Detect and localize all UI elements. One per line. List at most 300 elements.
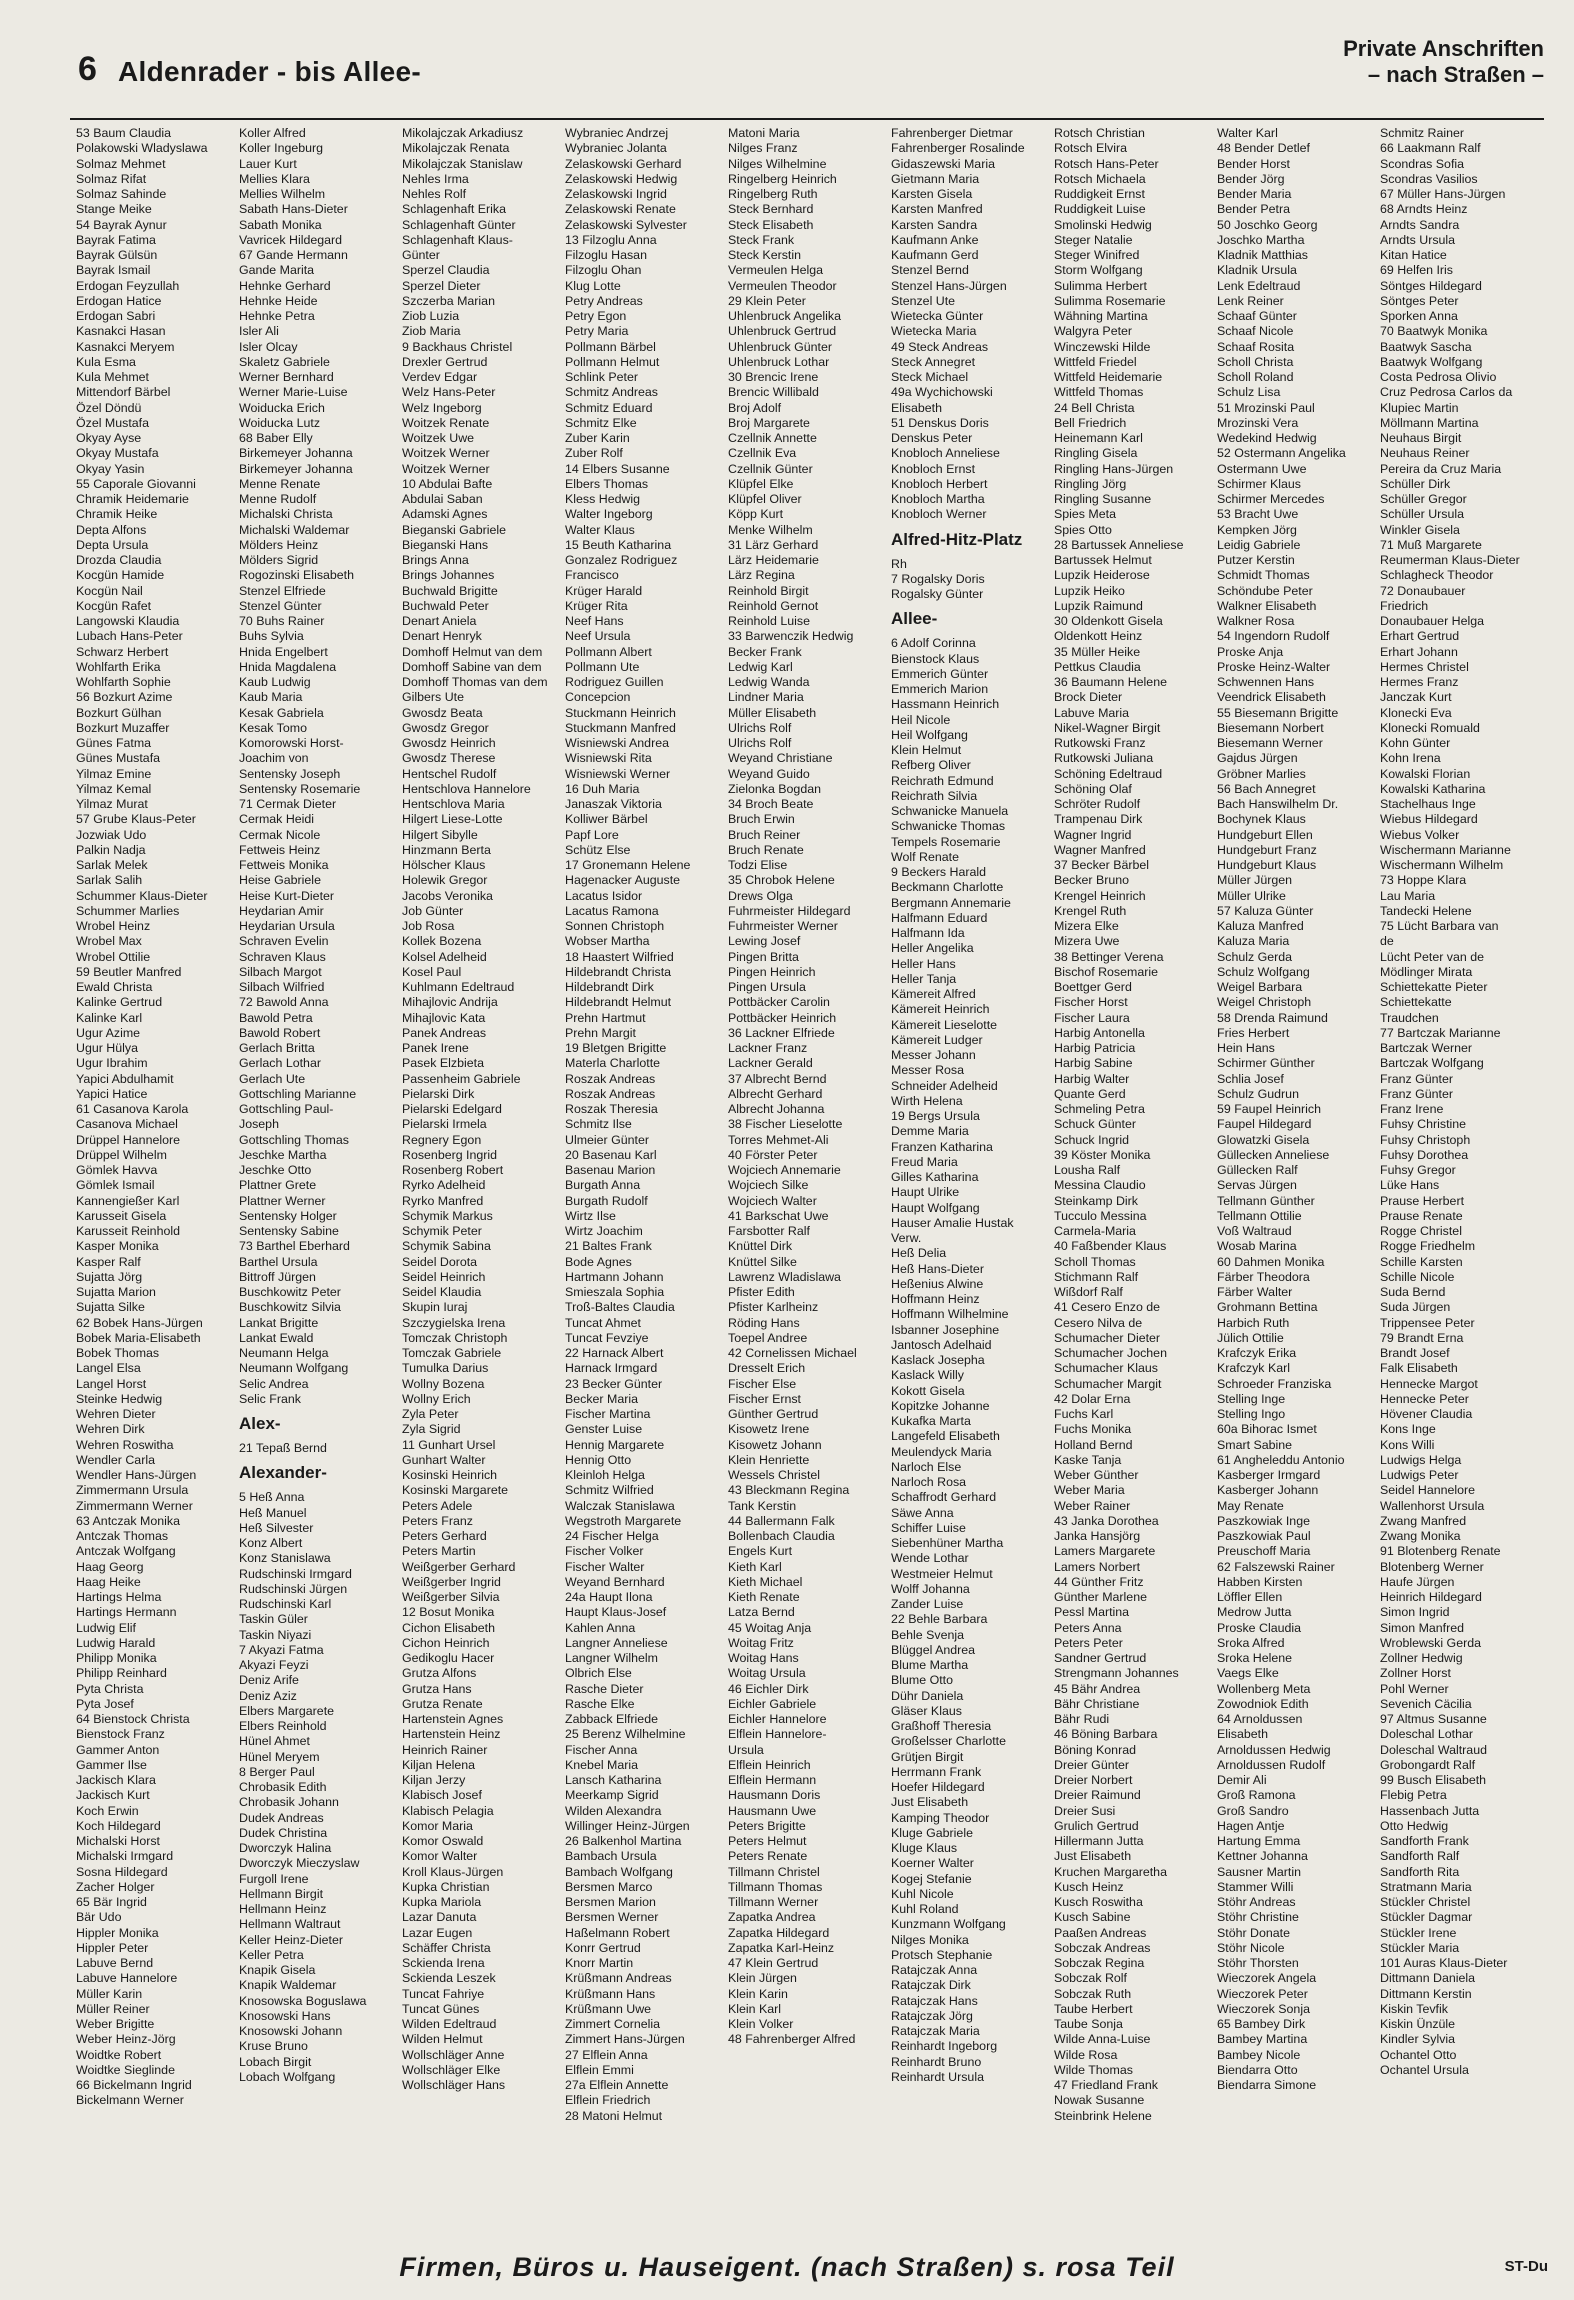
resident-entry: Pyta Josef <box>76 1696 134 1711</box>
resident-entry: Kieth Karl <box>728 1559 782 1574</box>
resident-entry: Vavricek Hildegard <box>239 232 343 247</box>
resident-entry: Knapik Waldemar <box>239 1978 337 1993</box>
resident-entry: Lenk Reiner <box>1217 293 1284 308</box>
resident-entry: Messina Claudio <box>1054 1178 1146 1193</box>
resident-entry: Eichler Gabriele <box>728 1696 817 1711</box>
section-title-line-1: Private Anschriften <box>1343 36 1544 61</box>
resident-entry: Gottschling Marianne <box>239 1086 357 1101</box>
resident-entry: Wieczorek Angela <box>1217 1971 1317 1986</box>
resident-entry: Schmitz Ilse <box>565 1117 632 1132</box>
resident-entry: Doleschal Lothar <box>1380 1727 1473 1742</box>
resident-entry: Lobach Birgit <box>239 2054 312 2069</box>
resident-entry: 41 Barkschat Uwe <box>728 1208 829 1223</box>
resident-entry: Furgoll Irene <box>239 1871 309 1886</box>
resident-entry: Ruddigkeit Ernst <box>1054 187 1145 201</box>
section-title <box>1343 36 1544 88</box>
resident-entry: Klonecki Eva <box>1380 705 1452 720</box>
resident-entry: Harnack Irmgard <box>565 1361 658 1376</box>
resident-entry: Rogozinski Elisabeth <box>239 568 355 583</box>
resident-entry: Kasper Ralf <box>76 1254 141 1269</box>
resident-entry: Solmaz Sahinde <box>76 187 167 201</box>
resident-entry: Kieth Michael <box>728 1574 803 1589</box>
resident-entry: Hentschlova Hannelore <box>402 781 531 796</box>
resident-entry: Plattner Werner <box>239 1193 326 1208</box>
resident-entry: Nehles Rolf <box>402 187 467 201</box>
listing-column <box>565 126 728 2222</box>
resident-entry: Schaaf Nicole <box>1217 324 1294 339</box>
resident-entry: Schüller Dirk <box>1380 476 1451 491</box>
listing-column <box>728 126 891 2222</box>
resident-entry: Sperzel Dieter <box>402 278 481 293</box>
resident-entry: Sobczak Rolf <box>1054 1971 1128 1986</box>
resident-entry: 51 Mrozinski Paul <box>1217 400 1315 415</box>
resident-entry: 28 Matoni Helmut <box>565 2108 663 2123</box>
resident-entry: Komorowski Horst- <box>239 736 344 750</box>
listing-column <box>239 126 402 2222</box>
resident-entry: Ugur Hülya <box>76 1041 138 1055</box>
resident-entry: Beckmann Charlotte <box>891 880 1004 895</box>
resident-entry: Hoffmann Wilhelmine <box>891 1307 1009 1322</box>
resident-entry: Dreier Günter <box>1054 1757 1130 1772</box>
resident-entry: Becker Frank <box>728 644 802 659</box>
resident-entry: Costa Pedrosa Olivio <box>1380 370 1497 384</box>
resident-entry: Pereira da Cruz Maria <box>1380 461 1502 476</box>
listing-column <box>76 126 239 2222</box>
resident-entry: Kladnik Matthias <box>1217 248 1308 262</box>
resident-entry: 29 Klein Peter <box>728 293 806 308</box>
resident-entry: Otto Hedwig <box>1380 1818 1449 1833</box>
resident-entry: Albrecht Johanna <box>728 1102 825 1116</box>
resident-entry: Friedrich <box>1380 598 1429 613</box>
resident-entry: Sandforth Rita <box>1380 1864 1460 1879</box>
resident-entry: Seidel Dorota <box>402 1254 478 1269</box>
resident-entry: Hinzmann Berta <box>402 842 491 857</box>
resident-entry: 68 Arndts Heinz <box>1380 202 1468 217</box>
resident-entry: Job Rosa <box>402 919 455 933</box>
resident-entry: Joschko Martha <box>1217 232 1305 247</box>
resident-entry: Kaluza Maria <box>1217 934 1290 949</box>
resident-entry: Rasche Dieter <box>565 1681 644 1696</box>
resident-entry: Bickelmann Werner <box>76 2093 184 2108</box>
resident-entry: Simon Manfred <box>1380 1620 1465 1635</box>
resident-entry: 59 Faupel Heinrich <box>1217 1102 1322 1116</box>
resident-entry: Fuhrmeister Hildegard <box>728 903 851 918</box>
resident-entry: Pielarski Dirk <box>402 1086 475 1101</box>
resident-entry: Walter Ingeborg <box>565 507 653 522</box>
resident-entry: 33 Barwenczik Hedwig <box>728 629 854 644</box>
resident-entry: Pottbäcker Heinrich <box>728 1010 837 1025</box>
resident-entry: Schäffer Christa <box>402 1940 491 1955</box>
resident-entry: Hölscher Klaus <box>402 858 486 872</box>
resident-entry: Hundgeburt Ellen <box>1217 827 1313 842</box>
resident-entry: 5 Heß Anna <box>239 1490 305 1505</box>
page-header <box>58 30 1544 120</box>
resident-entry: Smolinski Hedwig <box>1054 217 1152 232</box>
resident-entry: Gröbner Marlies <box>1217 766 1306 781</box>
resident-entry: 62 Bobek Hans-Jürgen <box>76 1315 203 1330</box>
resident-entry: Ulmeier Günter <box>565 1132 650 1147</box>
resident-entry: Siebenhüner Martha <box>891 1536 1004 1550</box>
resident-entry: Knorr Martin <box>565 1956 634 1970</box>
resident-entry: Panek Andreas <box>402 1025 487 1040</box>
resident-entry: Czellnik Günter <box>728 461 813 476</box>
resident-entry: Zyla Sigrid <box>402 1422 461 1437</box>
resident-entry: Neuhaus Reiner <box>1380 446 1470 461</box>
resident-entry: 54 Bayrak Aynur <box>76 217 167 232</box>
resident-entry: Zowodniok Edith <box>1217 1696 1309 1711</box>
resident-entry: Taube Herbert <box>1054 2001 1133 2016</box>
resident-entry: Lärz Regina <box>728 568 795 583</box>
resident-entry: Tuncat Fahriye <box>402 1986 485 2001</box>
resident-entry: Albrecht Gerhard <box>728 1086 823 1101</box>
resident-entry: 60 Dahmen Monika <box>1217 1254 1325 1269</box>
resident-entry: Uhlenbruck Günter <box>728 339 832 354</box>
resident-entry: Hildebrandt Christa <box>565 964 672 979</box>
resident-entry: Nehles Irma <box>402 171 469 186</box>
resident-entry: Stachelhaus Inge <box>1380 797 1476 811</box>
resident-entry: Cichon Elisabeth <box>402 1620 495 1635</box>
resident-entry: Reinhardt Ingeborg <box>891 2039 998 2054</box>
resident-entry: Schymik Peter <box>402 1224 482 1238</box>
resident-entry: Harbig Patricia <box>1054 1041 1136 1055</box>
resident-entry: Czellnik Eva <box>728 446 797 461</box>
resident-entry: 19 Bletgen Brigitte <box>565 1041 667 1055</box>
resident-entry: Steck Bernhard <box>728 202 814 217</box>
resident-entry: Schymik Markus <box>402 1208 493 1223</box>
resident-entry: Wojciech Silke <box>728 1178 809 1193</box>
resident-entry: Özel Mustafa <box>76 415 149 430</box>
resident-entry: Petry Maria <box>565 324 629 339</box>
resident-entry: Karsten Sandra <box>891 217 978 232</box>
resident-entry: Basenau Marion <box>565 1163 656 1177</box>
resident-entry: Dreier Norbert <box>1054 1773 1133 1787</box>
resident-entry: Schmitz Andreas <box>565 385 658 400</box>
resident-entry: Kesak Tomo <box>239 720 307 735</box>
resident-entry: Hellmann Heinz <box>239 1902 327 1916</box>
resident-entry: Hehnke Gerhard <box>239 278 331 293</box>
resident-entry: Mikolajczak Stanislaw <box>402 156 523 171</box>
resident-entry: Weißgerber Gerhard <box>402 1559 516 1574</box>
resident-entry: Putzer Kerstin <box>1217 553 1295 567</box>
resident-entry: 55 Caporale Giovanni <box>76 476 196 491</box>
resident-entry: Kruchen Margaretha <box>1054 1864 1167 1879</box>
resident-entry: Müller Ulrike <box>1217 888 1286 903</box>
resident-entry: Klein Helmut <box>891 743 962 757</box>
footer-code: ST-Du <box>1504 2258 1548 2275</box>
resident-entry: Zielonka Bogdan <box>728 781 821 796</box>
resident-entry: Wiebus Volker <box>1380 827 1460 842</box>
resident-entry: Ewald Christa <box>76 980 153 994</box>
resident-entry: 56 Bozkurt Azime <box>76 690 173 705</box>
resident-entry: Günes Mustafa <box>76 751 161 766</box>
resident-entry: Kasnakci Meryem <box>76 339 175 354</box>
resident-entry: 36 Lackner Elfriede <box>728 1025 835 1040</box>
resident-entry: Sujatta Marion <box>76 1285 156 1299</box>
resident-entry: Pyta Christa <box>76 1681 144 1696</box>
resident-entry: Ledwig Karl <box>728 659 793 674</box>
resident-entry: Bender Horst <box>1217 156 1291 171</box>
resident-entry: 45 Woitag Anja <box>728 1620 812 1635</box>
resident-entry: Zollner Hedwig <box>1380 1651 1463 1665</box>
resident-entry: Groß Sandro <box>1217 1803 1289 1818</box>
resident-entry: Kukafka Marta <box>891 1414 971 1428</box>
resident-entry: Lacatus Isidor <box>565 888 643 903</box>
resident-entry: Smieszala Sophia <box>565 1285 665 1299</box>
resident-entry: Hassenbach Jutta <box>1380 1803 1480 1818</box>
resident-entry: 97 Altmus Susanne <box>1380 1712 1487 1726</box>
resident-entry: Tuncat Fevziye <box>565 1330 649 1345</box>
resident-entry: Heß Delia <box>891 1246 947 1261</box>
resident-entry: Tucculo Messina <box>1054 1208 1147 1223</box>
resident-entry: Knobloch Herbert <box>891 476 988 491</box>
resident-entry: Schummer Marlies <box>76 903 180 918</box>
resident-entry: 67 Gande Hermann <box>239 248 348 262</box>
resident-entry: 27a Elflein Annette <box>565 2078 669 2092</box>
resident-entry: Tillmann Thomas <box>728 1879 823 1894</box>
resident-entry: Mizera Uwe <box>1054 934 1120 949</box>
resident-entry: Lackner Franz <box>728 1041 808 1055</box>
resident-entry: Zapatka Andrea <box>728 1910 816 1925</box>
resident-entry: Ringling Susanne <box>1054 492 1152 506</box>
resident-entry: Bruch Reiner <box>728 827 801 842</box>
resident-entry: Vermeulen Helga <box>728 263 824 278</box>
resident-entry: Bambach Wolfgang <box>565 1864 673 1879</box>
resident-entry: Knüttel Dirk <box>728 1239 793 1254</box>
resident-entry: Freud Maria <box>891 1154 958 1169</box>
resident-entry: Hellmann Waltraut <box>239 1917 341 1932</box>
resident-entry: Steck Michael <box>891 370 969 384</box>
resident-entry: Rogge Friedhelm <box>1380 1239 1476 1254</box>
resident-entry: Oldenkott Heinz <box>1054 629 1143 644</box>
resident-entry: Tuncat Günes <box>402 2001 480 2016</box>
resident-entry: Dreier Raimund <box>1054 1788 1141 1803</box>
resident-entry: Günes Fatma <box>76 736 152 750</box>
section-title-line-2: – nach Straßen – <box>1367 62 1544 87</box>
resident-entry: 62 Falszewski Rainer <box>1217 1559 1335 1574</box>
resident-entry: Hennecke Peter <box>1380 1391 1469 1406</box>
resident-entry: Peters Anna <box>1054 1620 1122 1635</box>
resident-entry: 48 Bender Detlef <box>1217 141 1310 156</box>
resident-entry: 79 Brandt Erna <box>1380 1330 1464 1345</box>
resident-entry: Bittroff Jürgen <box>239 1269 316 1284</box>
resident-entry: Pingen Heinrich <box>728 964 816 979</box>
resident-entry: Servas Jürgen <box>1217 1178 1297 1193</box>
resident-entry: Bähr Christiane <box>1054 1696 1140 1711</box>
resident-entry: 35 Chrobok Helene <box>728 873 835 888</box>
resident-entry: Menne Renate <box>239 476 321 491</box>
resident-entry: Blume Otto <box>891 1673 953 1688</box>
resident-entry: Dworczyk Mieczyslaw <box>239 1856 360 1871</box>
resident-entry: Lankat Ewald <box>239 1330 314 1345</box>
resident-entry: Dworczyk Halina <box>239 1841 332 1855</box>
resident-entry: Wende Lothar <box>891 1551 969 1566</box>
resident-entry: Stückler Maria <box>1380 1940 1460 1955</box>
resident-entry: Lankat Brigitte <box>239 1315 319 1330</box>
resident-entry: Schirmer Klaus <box>1217 476 1302 491</box>
footer-note: Firmen, Büros u. Hauseigent. (nach Straßen) s. rosa Teil <box>399 2252 1175 2282</box>
resident-entry: Gottschling Thomas <box>239 1132 349 1147</box>
resident-entry: Ledwig Wanda <box>728 675 810 689</box>
resident-entry: Schaffrodt Gerhard <box>891 1490 997 1505</box>
resident-entry: Elflein Emmi <box>565 2062 634 2077</box>
resident-entry: 57 Grube Klaus-Peter <box>76 812 196 827</box>
resident-entry: Schumacher Dieter <box>1054 1330 1161 1345</box>
resident-entry: Schulz Lisa <box>1217 385 1281 400</box>
resident-entry: Kleinloh Helga <box>565 1468 645 1482</box>
resident-entry: Stenzel Günter <box>239 598 322 613</box>
resident-entry: Jozwiak Udo <box>76 827 147 842</box>
resident-entry: Denart Henryk <box>402 629 482 644</box>
resident-entry: Lindner Maria <box>728 690 804 705</box>
resident-entry: Taskin Güler <box>239 1612 308 1627</box>
resident-entry: Kämereit Heinrich <box>891 1002 990 1017</box>
resident-entry: Säwe Anna <box>891 1505 954 1520</box>
resident-entry: Roszak Andreas <box>565 1086 656 1101</box>
resident-entry: Scholl Christa <box>1217 354 1294 369</box>
resident-entry: Ziob Luzia <box>402 309 460 323</box>
resident-entry: Filzoglu Ohan <box>565 263 642 278</box>
resident-entry: 46 Eichler Dirk <box>728 1681 809 1696</box>
resident-entry: 67 Müller Hans-Jürgen <box>1380 187 1506 201</box>
resident-entry: Peters Gerhard <box>402 1529 487 1543</box>
resident-entry: Gottschling Paul- <box>239 1102 334 1116</box>
resident-entry: Weyand Bernhard <box>565 1574 665 1589</box>
resident-entry: Burgath Anna <box>565 1178 641 1193</box>
resident-entry: Wobser Martha <box>565 934 650 949</box>
resident-entry: 101 Auras Klaus-Dieter <box>1380 1956 1508 1970</box>
resident-entry: Dudek Christina <box>239 1825 328 1840</box>
resident-entry: Chrobasik Johann <box>239 1795 339 1810</box>
resident-entry: Jeschke Otto <box>239 1163 312 1177</box>
resident-entry: Rodriguez Guillen <box>565 675 664 689</box>
resident-entry: Schmitz Eduard <box>565 400 653 415</box>
resident-entry: Wehren Roswitha <box>76 1437 174 1452</box>
resident-entry: Halfmann Ida <box>891 926 965 940</box>
resident-entry: Erdogan Feyzullah <box>76 278 180 293</box>
resident-entry: Winczewski Hilde <box>1054 339 1151 354</box>
resident-entry: Steck Kerstin <box>728 248 801 262</box>
resident-entry: Franz Günter <box>1380 1086 1453 1101</box>
resident-entry: Kunzmann Wolfgang <box>891 1917 1006 1932</box>
resident-entry: Gwosdz Therese <box>402 751 496 766</box>
resident-entry: Zyla Peter <box>402 1407 459 1421</box>
resident-entry: Schirmer Günther <box>1217 1056 1315 1071</box>
resident-entry: Akyazi Feyzi <box>239 1658 309 1672</box>
resident-entry: Langefeld Elisabeth <box>891 1429 1000 1444</box>
resident-entry: Kaslack Josepha <box>891 1353 985 1367</box>
resident-entry: Wojciech Walter <box>728 1193 817 1208</box>
resident-entry: Klein Karin <box>728 1986 788 2001</box>
resident-entry: Hassmann Heinrich <box>891 697 1000 712</box>
resident-entry: Rosenberg Robert <box>402 1163 504 1177</box>
resident-entry: Reinhold Gernot <box>728 598 819 613</box>
resident-entry: Hennig Otto <box>565 1452 632 1467</box>
resident-entry: Blüggel Andrea <box>891 1642 976 1657</box>
resident-entry: Heller Angelika <box>891 941 974 956</box>
resident-entry: Veendrick Elisabeth <box>1217 690 1326 705</box>
resident-entry: 10 Abdulai Bafte <box>402 476 493 491</box>
resident-entry: 18 Haastert Wilfried <box>565 949 674 964</box>
resident-entry: Schuck Ingrid <box>1054 1132 1130 1147</box>
resident-entry: Demir Ali <box>1217 1773 1267 1787</box>
resident-entry: Bär Udo <box>76 1910 122 1925</box>
resident-entry: Neumann Wolfgang <box>239 1361 349 1376</box>
resident-entry: Sobczak Ruth <box>1054 1986 1132 2001</box>
resident-entry: Jeschke Martha <box>239 1147 327 1162</box>
resident-entry: Skaletz Gabriele <box>239 354 330 369</box>
resident-entry: Steger Winifred <box>1054 248 1140 262</box>
resident-entry: Joachim von <box>239 751 309 766</box>
resident-entry: Lauer Kurt <box>239 156 297 171</box>
header-rule <box>70 118 1544 120</box>
resident-entry: Cichon Heinrich <box>402 1635 490 1650</box>
resident-entry: Koch Erwin <box>76 1803 139 1818</box>
resident-entry: Langel Horst <box>76 1376 147 1391</box>
resident-entry: Hartung Emma <box>1217 1834 1301 1848</box>
resident-entry: Zimmert Hans-Jürgen <box>565 2032 685 2047</box>
resident-entry: Kowalski Katharina <box>1380 781 1486 796</box>
resident-entry: May Renate <box>1217 1498 1284 1513</box>
resident-entry: Schaaf Günter <box>1217 309 1297 323</box>
resident-entry: Weigel Christoph <box>1217 995 1312 1010</box>
resident-entry: Tellmann Günther <box>1217 1193 1315 1208</box>
resident-entry: Tillmann Christel <box>728 1864 820 1879</box>
resident-entry: Fuhrmeister Werner <box>728 919 838 933</box>
resident-entry: Schumacher Klaus <box>1054 1361 1158 1376</box>
resident-entry: Just Elisabeth <box>891 1795 969 1810</box>
resident-entry: Konrr Gertrud <box>565 1940 641 1955</box>
resident-entry: Peters Brigitte <box>728 1818 806 1833</box>
resident-entry: Wendler Hans-Jürgen <box>76 1468 197 1482</box>
resident-entry: Silbach Margot <box>239 964 322 979</box>
resident-entry: Erdogan Sabri <box>76 309 156 323</box>
resident-entry: Schlia Josef <box>1217 1071 1284 1086</box>
resident-entry: Zimmermann Werner <box>76 1498 193 1513</box>
resident-entry: Brings Anna <box>402 553 469 567</box>
resident-entry: 31 Lärz Gerhard <box>728 537 819 552</box>
resident-entry: Steger Natalie <box>1054 232 1133 247</box>
resident-entry: Zacher Holger <box>76 1879 155 1894</box>
resident-entry: Stöhr Thorsten <box>1217 1956 1299 1970</box>
resident-entry: Neumann Helga <box>239 1346 329 1360</box>
resident-entry: Ringelberg Ruth <box>728 187 818 201</box>
resident-entry: Menke Wilhelm <box>728 522 813 537</box>
resident-entry: Wehren Dirk <box>76 1422 145 1437</box>
resident-entry: Schiettekatte Pieter <box>1380 980 1488 994</box>
resident-entry: Tomczak Christoph <box>402 1330 508 1345</box>
resident-entry: Walkner Rosa <box>1217 614 1295 628</box>
resident-entry: Roszak Andreas <box>565 1071 656 1086</box>
resident-entry: Koerner Walter <box>891 1856 974 1871</box>
resident-entry: Drüppel Hannelore <box>76 1132 181 1147</box>
resident-entry: Rogge Christel <box>1380 1224 1462 1238</box>
resident-entry: Kiskin Tevfik <box>1380 2001 1448 2016</box>
resident-entry: Kocgün Hamide <box>76 568 165 583</box>
resident-entry: Gömlek Ismail <box>76 1178 155 1193</box>
resident-entry: Kosinski Margarete <box>402 1483 509 1498</box>
street-heading: Alex- <box>239 1414 281 1433</box>
resident-entry: Wolff Johanna <box>891 1581 970 1596</box>
resident-entry: Schraven Klaus <box>239 949 326 964</box>
resident-entry: Paszkowiak Inge <box>1217 1513 1310 1528</box>
resident-entry: Pettkus Claudia <box>1054 659 1141 674</box>
resident-entry: Heller Hans <box>891 956 956 971</box>
resident-entry: Genster Luise <box>565 1422 643 1437</box>
resident-entry: Koch Hildegard <box>76 1818 161 1833</box>
resident-entry: Wittfeld Thomas <box>1054 385 1144 400</box>
resident-entry: Zollner Horst <box>1380 1666 1451 1681</box>
resident-entry: Sperzel Claudia <box>402 263 490 278</box>
